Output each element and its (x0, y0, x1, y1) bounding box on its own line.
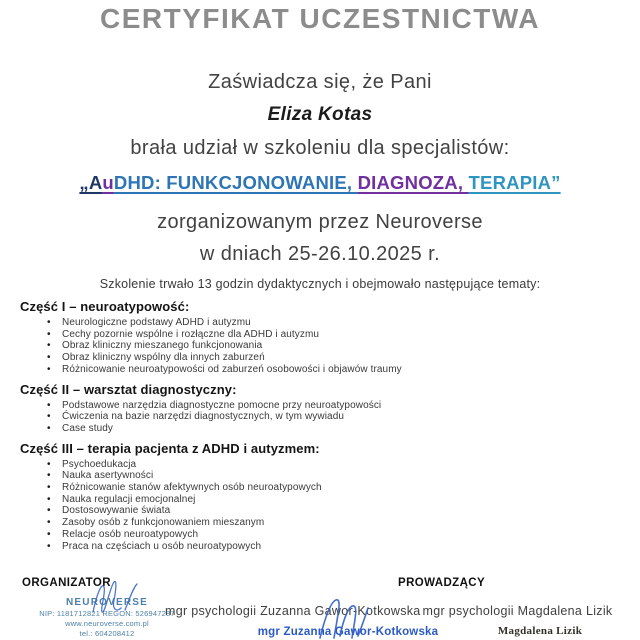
dates-line: w dniach 25-26.10.2025 r. (199, 243, 441, 265)
page-title: CERTYFIKAT UCZESTNICTWA (100, 3, 540, 34)
summary-line: Szkolenie trwało 13 godzin dydaktycznych i obejmowało następujące tematy: (99, 277, 541, 291)
sections (20, 299, 620, 558)
topic-item: • Relacje osób neuroatypowych (20, 529, 620, 541)
leaders-label: PROWADZĄCY (398, 577, 486, 589)
course-title-segment: DIAGNOZA, (357, 172, 469, 193)
leader-2-name: mgr psychologii Magdalena Lizik (422, 604, 613, 618)
leader-2-stamp: Magdalena Lizik (497, 625, 583, 637)
topic-item: • Dostosowywanie świata (20, 505, 620, 517)
course-title-segment: TERAPIA” (468, 172, 561, 193)
topic-section (20, 299, 620, 376)
organizer-stamp-website: www.neuroverse.com.pl (65, 619, 149, 628)
topic-item: • Cechy pozornie wspólne i rozłączne dla ADHD i autyzmu (20, 329, 620, 341)
topic-item: • Praca na częściach u osób neuroatypowych (20, 541, 620, 553)
organizer-stamp-phone: tel.: 604208412 (79, 629, 135, 638)
topic-item: • Różnicowanie neuroatypowości od zaburzeń osobowości i objawów traumy (20, 364, 620, 376)
topic-item: • Różnicowanie stanów afektywnych osób neuroatypowych (20, 482, 620, 494)
organized-by-line: zorganizowanym przez Neuroverse (157, 211, 483, 233)
course-title-segment: „A (79, 172, 103, 193)
topic-section (20, 441, 620, 553)
section-topic-list (20, 400, 620, 435)
recipient-name: Eliza Kotas (267, 104, 373, 125)
course-title-segment: DHD: FUNKCJONOWANIE, (113, 172, 358, 193)
topic-item: • Zasoby osób z funkcjonowaniem mieszanym (20, 517, 620, 529)
section-heading: Część III – terapia pacjenta z ADHD i autyzmem: (20, 440, 320, 456)
leader-1-stamp: mgr Zuzanna Gawor-Kotkowska (257, 626, 439, 638)
topic-item: • Podstawowe narzędzia diagnostyczne pomocne przy neuroatypowości (20, 400, 620, 412)
topic-item: • Nauka asertywności (20, 470, 620, 482)
organizer-label: ORGANIZATOR (22, 577, 111, 589)
section-topic-list (20, 317, 620, 376)
participation-line: brała udział w szkoleniu dla specjalistów: (130, 137, 510, 159)
topic-item: • Neurologiczne podstawy ADHD i autyzmu (20, 317, 620, 329)
intro-line: Zaświadcza się, że Pani (208, 71, 432, 93)
section-heading: Część I – neuroatypowość: (20, 299, 190, 314)
organizer-stamp-name: NEUROVERSE (65, 597, 148, 608)
topic-item: • Ćwiczenia na bazie narzędzi diagnostycznych, w tym wywiadu (20, 411, 620, 423)
topic-item: • Obraz kliniczny mieszanego funkcjonowania (20, 340, 620, 352)
leader-1-name: mgr psychologii Zuzanna Gawor-Kotkowska (165, 604, 421, 618)
section-topic-list (20, 459, 620, 553)
topic-item: • Psychoedukacja (20, 459, 620, 471)
topic-section (20, 382, 620, 435)
section-heading: Część II – warsztat diagnostyczny: (20, 381, 237, 397)
course-title (0, 172, 640, 194)
topic-item: • Case study (20, 423, 620, 435)
topic-item: • Obraz kliniczny wspólny dla innych zaburzeń (20, 352, 620, 364)
organizer-stamp-ids: NIP: 1181712821 REGON: 526947287 (39, 609, 175, 618)
topic-item: • Nauka regulacji emocjonalnej (20, 494, 620, 506)
course-title-segment: u (102, 172, 114, 193)
